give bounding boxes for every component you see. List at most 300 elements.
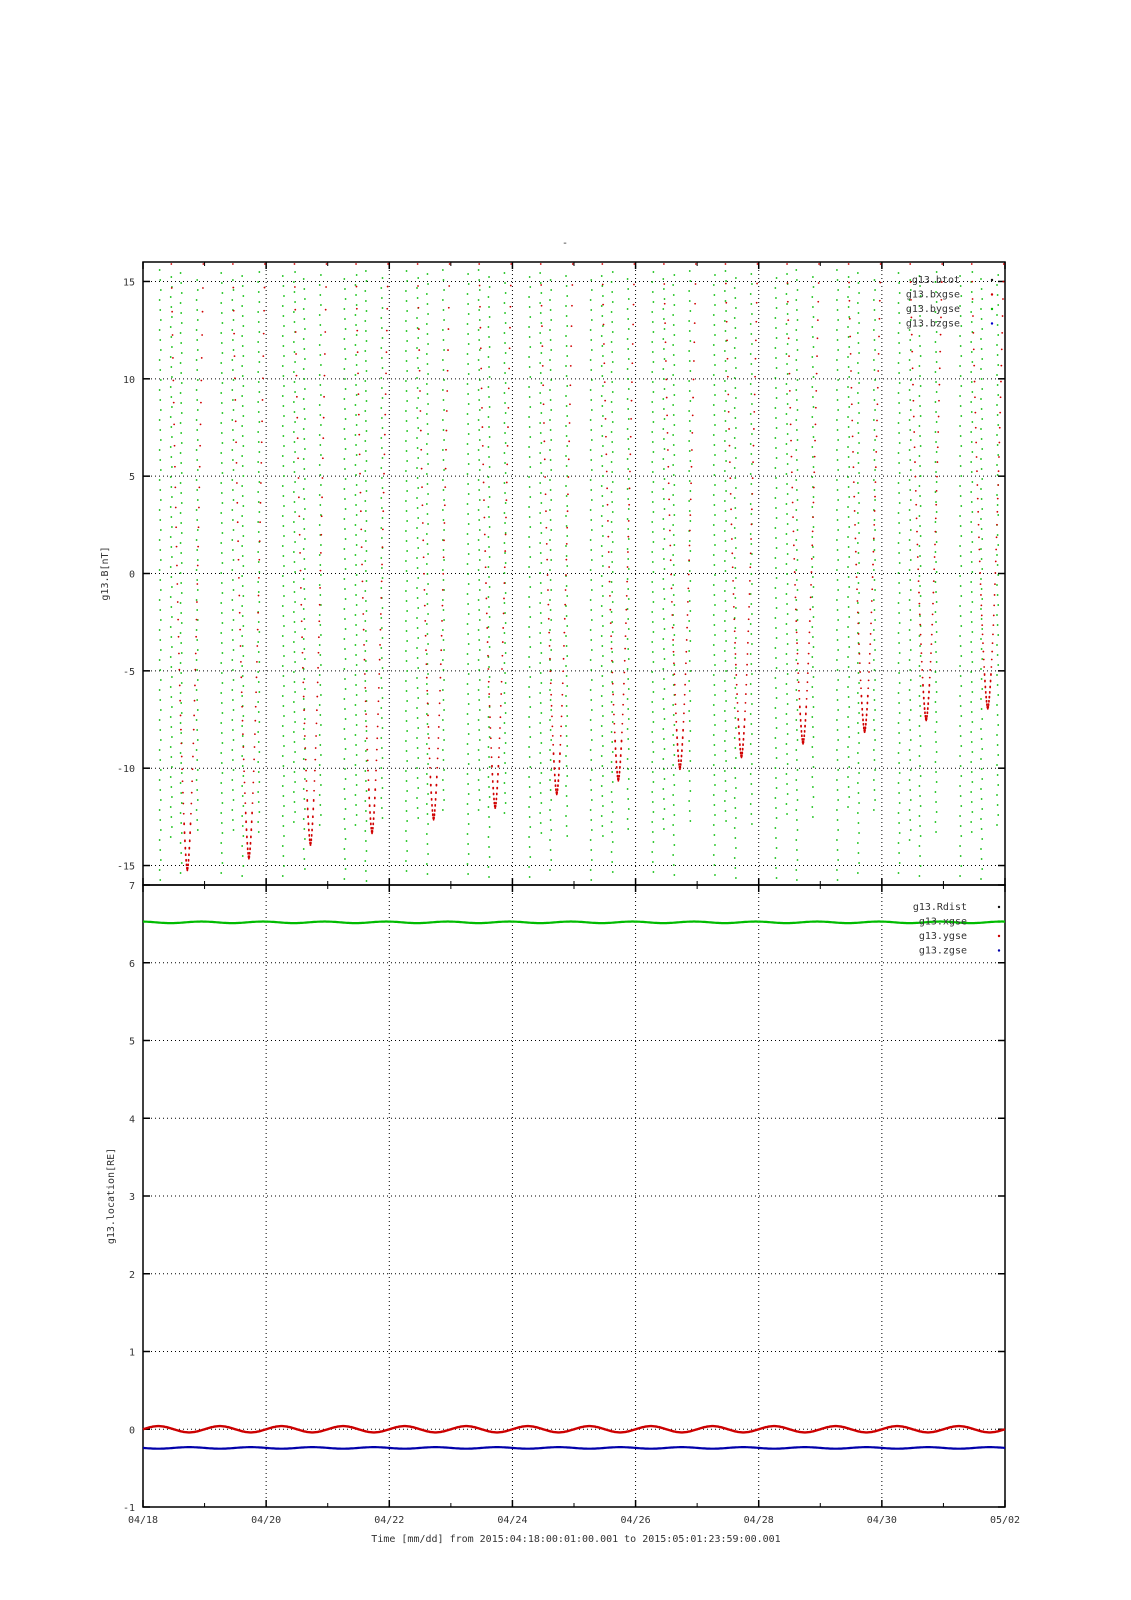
bygse-point bbox=[478, 419, 480, 421]
bygse-point bbox=[959, 605, 961, 607]
bygse-point bbox=[159, 779, 161, 781]
y-tick-label: 3 bbox=[128, 1192, 135, 1203]
bygse-point bbox=[293, 371, 295, 373]
bygse-point bbox=[345, 448, 347, 450]
bygse-point bbox=[796, 339, 798, 341]
bygse-point bbox=[628, 748, 630, 750]
bygse-point bbox=[364, 710, 366, 712]
bygse-point bbox=[405, 530, 407, 532]
bxgse-point bbox=[855, 538, 857, 540]
bygse-point bbox=[591, 409, 593, 411]
bygse-point bbox=[910, 769, 912, 771]
bygse-point bbox=[590, 509, 592, 511]
bxgse-point bbox=[603, 324, 605, 326]
bygse-point bbox=[488, 426, 490, 428]
bygse-point bbox=[343, 608, 345, 610]
bxgse-point bbox=[625, 609, 627, 611]
bygse-point bbox=[936, 391, 938, 393]
bygse-point bbox=[786, 293, 788, 295]
bygse-point bbox=[735, 517, 737, 519]
bygse-point bbox=[673, 514, 675, 516]
bygse-point bbox=[489, 856, 491, 858]
bxgse-point bbox=[689, 514, 691, 516]
bygse-point bbox=[159, 699, 161, 701]
bxgse-point bbox=[683, 703, 685, 705]
bygse-point bbox=[874, 439, 876, 441]
bygse-point bbox=[611, 681, 613, 683]
bygse-point bbox=[689, 360, 691, 362]
bxgse-point bbox=[235, 420, 237, 422]
bygse-point bbox=[479, 559, 481, 561]
bygse-point bbox=[443, 549, 445, 551]
bxgse-point bbox=[978, 536, 980, 538]
bygse-point bbox=[196, 569, 198, 571]
bygse-point bbox=[601, 665, 603, 667]
bxgse-point bbox=[980, 583, 982, 585]
bygse-point bbox=[796, 759, 798, 761]
bygse-point bbox=[283, 535, 285, 537]
bxgse-point bbox=[984, 687, 986, 689]
bygse-point bbox=[673, 334, 675, 336]
bygse-point bbox=[960, 825, 962, 827]
bxgse-point bbox=[683, 721, 685, 723]
bygse-point bbox=[776, 877, 778, 879]
y-tick-label: 0 bbox=[128, 1425, 135, 1437]
bygse-point bbox=[591, 829, 593, 831]
bygse-point bbox=[786, 413, 788, 415]
bygse-point bbox=[750, 323, 752, 325]
bygse-point bbox=[427, 463, 429, 465]
bygse-point bbox=[837, 489, 839, 491]
bygse-point bbox=[364, 860, 366, 862]
bygse-point bbox=[242, 405, 244, 407]
bygse-point bbox=[689, 540, 691, 542]
bygse-point bbox=[774, 497, 776, 499]
bygse-point bbox=[898, 302, 900, 304]
bygse-point bbox=[220, 662, 222, 664]
bxgse-point bbox=[423, 573, 425, 575]
bxgse-point bbox=[379, 644, 381, 646]
bxgse-point bbox=[423, 556, 425, 558]
bygse-point bbox=[899, 772, 901, 774]
bygse-point bbox=[651, 491, 653, 493]
bygse-point bbox=[919, 615, 921, 617]
bygse-point bbox=[795, 509, 797, 511]
bxgse-point bbox=[480, 368, 482, 370]
bxgse-point bbox=[868, 679, 870, 681]
bygse-point bbox=[344, 708, 346, 710]
bygse-point bbox=[899, 442, 901, 444]
bygse-point bbox=[874, 609, 876, 611]
bygse-point bbox=[197, 799, 199, 801]
bygse-point bbox=[776, 787, 778, 789]
bygse-point bbox=[550, 309, 552, 311]
bygse-point bbox=[242, 375, 244, 377]
bxgse-point bbox=[623, 694, 625, 696]
bxgse-point bbox=[790, 423, 792, 425]
bxgse-point bbox=[798, 690, 800, 692]
bxgse-point bbox=[916, 531, 918, 533]
bygse-point bbox=[627, 518, 629, 520]
bygse-point bbox=[847, 566, 849, 568]
bxgse-point bbox=[926, 718, 928, 720]
bxgse-point bbox=[797, 663, 799, 665]
bygse-point bbox=[590, 359, 592, 361]
bygse-point bbox=[590, 669, 592, 671]
bxgse-point bbox=[869, 643, 871, 645]
bxgse-point bbox=[201, 334, 203, 336]
bygse-point bbox=[971, 621, 973, 623]
bygse-point bbox=[242, 355, 244, 357]
bygse-point bbox=[652, 651, 654, 653]
bxgse-point bbox=[296, 375, 298, 377]
bxgse-point bbox=[426, 663, 428, 665]
bygse-point bbox=[282, 525, 284, 527]
bygse-point bbox=[858, 342, 860, 344]
bxgse-point bbox=[368, 789, 370, 791]
bygse-point bbox=[478, 569, 480, 571]
bygse-point bbox=[529, 606, 531, 608]
bygse-point bbox=[417, 657, 419, 659]
bygse-point bbox=[653, 421, 655, 423]
bygse-point bbox=[319, 764, 321, 766]
bygse-point bbox=[365, 330, 367, 332]
bygse-point bbox=[673, 444, 675, 446]
bygse-point bbox=[467, 413, 469, 415]
bygse-point bbox=[591, 859, 593, 861]
bxgse-point bbox=[755, 340, 757, 342]
bygse-point bbox=[160, 859, 162, 861]
bxgse-point bbox=[1001, 348, 1003, 350]
bxgse-point bbox=[751, 508, 753, 510]
bygse-point bbox=[365, 540, 367, 542]
bygse-point bbox=[750, 743, 752, 745]
bygse-point bbox=[565, 335, 567, 337]
bygse-point bbox=[549, 779, 551, 781]
bygse-point bbox=[426, 293, 428, 295]
bygse-point bbox=[611, 531, 613, 533]
bygse-point bbox=[751, 463, 753, 465]
bygse-point bbox=[663, 528, 665, 530]
bygse-point bbox=[812, 666, 814, 668]
bygse-point bbox=[959, 425, 961, 427]
bygse-point bbox=[443, 409, 445, 411]
bygse-point bbox=[591, 739, 593, 741]
bygse-point bbox=[935, 821, 937, 823]
bxgse-point bbox=[301, 620, 303, 622]
bxgse-point bbox=[314, 780, 316, 782]
bygse-point bbox=[672, 764, 674, 766]
bxgse-point bbox=[380, 613, 382, 615]
bxgse-point bbox=[540, 284, 542, 286]
bygse-point bbox=[364, 680, 366, 682]
bygse-point bbox=[233, 319, 235, 321]
bxgse-point bbox=[681, 756, 683, 758]
bygse-point bbox=[304, 328, 306, 330]
bxgse-point bbox=[489, 727, 491, 729]
bxgse-point bbox=[252, 782, 254, 784]
legend-marker bbox=[998, 935, 1000, 937]
bygse-point bbox=[734, 467, 736, 469]
bygse-point bbox=[971, 681, 973, 683]
bxgse-point bbox=[924, 708, 926, 710]
bygse-point bbox=[601, 785, 603, 787]
bxgse-point bbox=[197, 546, 199, 548]
bygse-point bbox=[356, 604, 358, 606]
bygse-point bbox=[180, 612, 182, 614]
bxgse-point bbox=[610, 622, 612, 624]
bygse-point bbox=[416, 287, 418, 289]
bygse-point bbox=[960, 325, 962, 327]
bygse-point bbox=[258, 411, 260, 413]
bygse-point bbox=[345, 658, 347, 660]
bygse-point bbox=[283, 445, 285, 447]
bygse-point bbox=[159, 309, 161, 311]
bxgse-point bbox=[236, 482, 238, 484]
bygse-point bbox=[775, 747, 777, 749]
bxgse-point bbox=[855, 564, 857, 566]
bxgse-point bbox=[501, 681, 503, 683]
bygse-point bbox=[294, 441, 296, 443]
bygse-point bbox=[688, 500, 690, 502]
bxgse-point bbox=[631, 381, 633, 383]
bygse-point bbox=[652, 351, 654, 353]
bygse-point bbox=[997, 774, 999, 776]
bygse-point bbox=[467, 683, 469, 685]
bygse-point bbox=[505, 292, 507, 294]
bygse-point bbox=[997, 574, 999, 576]
bygse-point bbox=[813, 526, 815, 528]
bxgse-point bbox=[372, 828, 374, 830]
bygse-point bbox=[528, 326, 530, 328]
bygse-point bbox=[180, 792, 182, 794]
bygse-point bbox=[549, 329, 551, 331]
bygse-point bbox=[426, 533, 428, 535]
bygse-point bbox=[910, 529, 912, 531]
bxgse-point bbox=[933, 568, 935, 570]
bygse-point bbox=[417, 777, 419, 779]
bygse-point bbox=[345, 598, 347, 600]
bygse-point bbox=[304, 838, 306, 840]
bxgse-point bbox=[806, 698, 808, 700]
bygse-point bbox=[672, 344, 674, 346]
bxgse-point bbox=[692, 397, 694, 399]
bygse-point bbox=[549, 749, 551, 751]
bxgse-point bbox=[202, 311, 204, 313]
bygse-point bbox=[812, 366, 814, 368]
bygse-point bbox=[320, 274, 322, 276]
bxgse-point bbox=[487, 655, 489, 657]
bxgse-point bbox=[753, 411, 755, 413]
bygse-point bbox=[971, 381, 973, 383]
bygse-point bbox=[180, 752, 182, 754]
bygse-point bbox=[467, 563, 469, 565]
bygse-point bbox=[478, 359, 480, 361]
bygse-point bbox=[159, 419, 161, 421]
bxgse-point bbox=[614, 741, 616, 743]
bxgse-point bbox=[742, 744, 744, 746]
bxgse-point bbox=[545, 527, 547, 529]
bygse-point bbox=[232, 519, 234, 521]
bygse-point bbox=[539, 272, 541, 274]
bygse-point bbox=[170, 806, 172, 808]
bygse-point bbox=[664, 298, 666, 300]
bxgse-point bbox=[440, 649, 442, 651]
bxgse-point bbox=[182, 803, 184, 805]
bxgse-point bbox=[296, 417, 298, 419]
bygse-point bbox=[489, 286, 491, 288]
bygse-point bbox=[971, 421, 973, 423]
bxgse-point bbox=[242, 733, 244, 735]
bxgse-point bbox=[429, 758, 431, 760]
bxgse-point bbox=[812, 516, 814, 518]
bygse-point bbox=[364, 320, 366, 322]
bygse-point bbox=[996, 404, 998, 406]
bygse-point bbox=[734, 597, 736, 599]
bygse-point bbox=[550, 559, 552, 561]
bygse-point bbox=[673, 844, 675, 846]
bygse-point bbox=[282, 305, 284, 307]
bxgse-point bbox=[434, 810, 436, 812]
bygse-point bbox=[540, 442, 542, 444]
bxgse-point bbox=[240, 645, 242, 647]
bxgse-point bbox=[992, 633, 994, 635]
bygse-point bbox=[795, 449, 797, 451]
bygse-point bbox=[775, 327, 777, 329]
bxgse-point bbox=[730, 508, 732, 510]
bygse-point bbox=[601, 605, 603, 607]
bygse-point bbox=[468, 553, 470, 555]
bxgse-point bbox=[432, 814, 434, 816]
bygse-point bbox=[159, 819, 161, 821]
bygse-point bbox=[549, 449, 551, 451]
bygse-point bbox=[319, 824, 321, 826]
bygse-point bbox=[971, 271, 973, 273]
bygse-point bbox=[549, 509, 551, 511]
bygse-point bbox=[724, 530, 726, 532]
bygse-point bbox=[489, 766, 491, 768]
bygse-point bbox=[319, 654, 321, 656]
bxgse-point bbox=[854, 510, 856, 512]
bygse-point bbox=[180, 482, 182, 484]
bygse-point bbox=[159, 629, 161, 631]
bxgse-point bbox=[872, 564, 874, 566]
bygse-point bbox=[725, 640, 727, 642]
bxgse-point bbox=[610, 635, 612, 637]
bygse-point bbox=[980, 278, 982, 280]
bygse-point bbox=[980, 728, 982, 730]
bxgse-point bbox=[976, 456, 978, 458]
bxgse-point bbox=[799, 714, 801, 716]
bygse-point bbox=[601, 315, 603, 317]
bygse-point bbox=[601, 755, 603, 757]
bygse-point bbox=[935, 741, 937, 743]
bxgse-point bbox=[503, 613, 505, 615]
bygse-point bbox=[612, 811, 614, 813]
bygse-point bbox=[858, 832, 860, 834]
bygse-point bbox=[724, 650, 726, 652]
bxgse-point bbox=[878, 353, 880, 355]
bygse-point bbox=[873, 809, 875, 811]
bygse-point bbox=[847, 326, 849, 328]
bygse-point bbox=[873, 719, 875, 721]
bxgse-point bbox=[555, 785, 557, 787]
bygse-point bbox=[997, 414, 999, 416]
bygse-point bbox=[355, 284, 357, 286]
bygse-point bbox=[257, 821, 259, 823]
bygse-point bbox=[627, 758, 629, 760]
bygse-point bbox=[293, 551, 295, 553]
bygse-point bbox=[540, 802, 542, 804]
bxgse-point bbox=[557, 785, 559, 787]
bygse-point bbox=[750, 603, 752, 605]
bygse-point bbox=[504, 542, 506, 544]
bygse-point bbox=[847, 806, 849, 808]
bygse-point bbox=[241, 335, 243, 337]
bygse-point bbox=[171, 466, 173, 468]
bygse-point bbox=[550, 499, 552, 501]
bygse-point bbox=[858, 472, 860, 474]
bygse-point bbox=[382, 457, 384, 459]
bygse-point bbox=[416, 677, 418, 679]
bygse-point bbox=[406, 300, 408, 302]
bygse-point bbox=[787, 343, 789, 345]
bygse-point bbox=[529, 586, 531, 588]
y-axis-label: g13.B[nT] bbox=[100, 546, 111, 601]
bygse-point bbox=[664, 568, 666, 570]
bygse-point bbox=[735, 757, 737, 759]
bygse-point bbox=[971, 781, 973, 783]
bygse-point bbox=[628, 808, 630, 810]
bygse-point bbox=[971, 351, 973, 353]
bygse-point bbox=[797, 829, 799, 831]
bygse-point bbox=[170, 626, 172, 628]
bygse-point bbox=[848, 286, 850, 288]
bxgse-point bbox=[787, 319, 789, 321]
bygse-point bbox=[468, 763, 470, 765]
bxgse-point bbox=[484, 550, 486, 552]
bygse-point bbox=[304, 298, 306, 300]
bygse-point bbox=[673, 274, 675, 276]
bygse-point bbox=[980, 758, 982, 760]
bygse-point bbox=[775, 357, 777, 359]
bygse-point bbox=[601, 335, 603, 337]
bygse-point bbox=[222, 382, 224, 384]
bygse-point bbox=[344, 768, 346, 770]
bxgse-point bbox=[548, 618, 550, 620]
bygse-point bbox=[159, 389, 161, 391]
bygse-point bbox=[479, 439, 481, 441]
bxgse-point bbox=[438, 714, 440, 716]
bxgse-point bbox=[677, 756, 679, 758]
bygse-point bbox=[590, 329, 592, 331]
bygse-point bbox=[364, 440, 366, 442]
bygse-point bbox=[382, 307, 384, 309]
bxgse-point bbox=[604, 381, 606, 383]
bygse-point bbox=[689, 780, 691, 782]
bygse-point bbox=[196, 539, 198, 541]
bygse-point bbox=[221, 702, 223, 704]
bygse-point bbox=[345, 808, 347, 810]
bxgse-point bbox=[871, 600, 873, 602]
bygse-point bbox=[406, 450, 408, 452]
bygse-point bbox=[612, 271, 614, 273]
bxgse-point bbox=[691, 466, 693, 468]
bxgse-point bbox=[627, 551, 629, 553]
bxgse-point bbox=[505, 517, 507, 519]
bygse-point bbox=[602, 595, 604, 597]
bygse-point bbox=[417, 667, 419, 669]
